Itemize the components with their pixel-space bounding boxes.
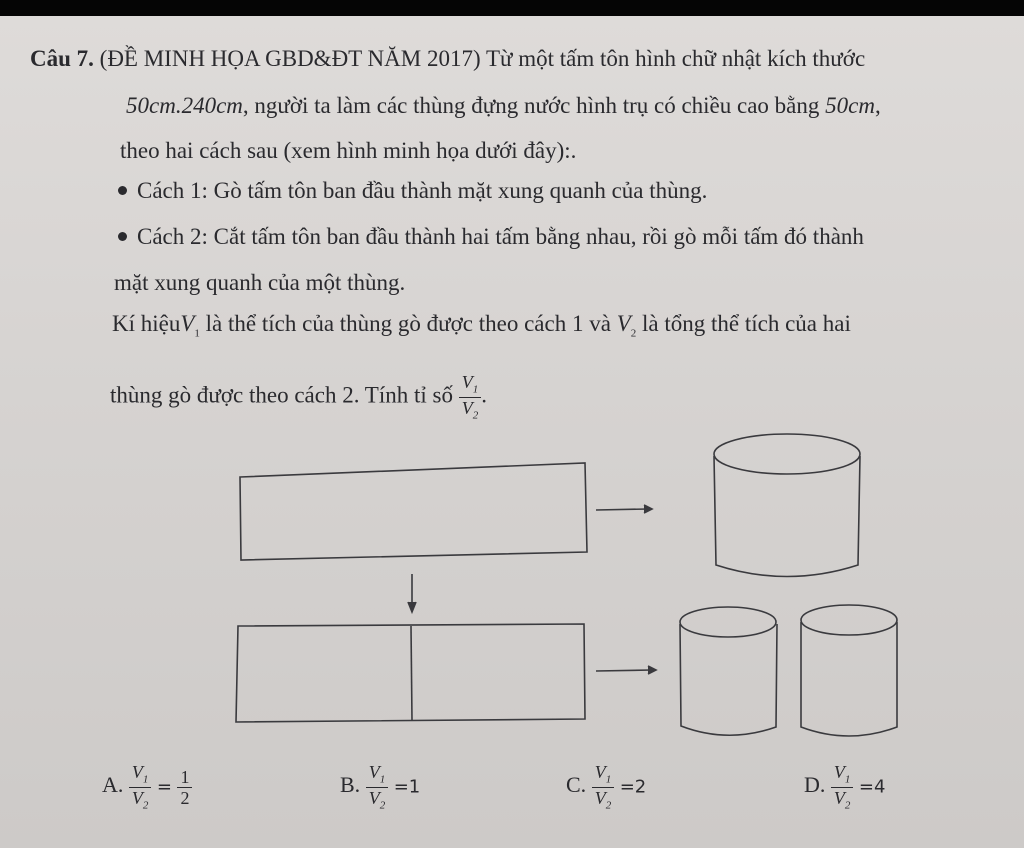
comma: ,	[874, 93, 881, 118]
method-2-text: Cách 2: Cắt tấm tôn ban đầu thành hai tấm bằng nhau, rồi gò mỗi tấm đó thành	[137, 224, 864, 249]
arrow-right-2	[596, 670, 652, 671]
notation-text-a: Kí hiệu	[112, 311, 181, 336]
question-label: Câu 7.	[30, 46, 94, 71]
option-a-letter: A.	[102, 772, 124, 798]
cut-line	[411, 626, 412, 720]
arrow-head-down	[408, 602, 416, 612]
notation-text-c: là tổng thể tích của hai	[642, 311, 851, 336]
option-a[interactable]: A. $\frac{V_1}{V_2}$ = $\frac{1}{2}$	[102, 762, 192, 812]
option-d-letter: D.	[804, 772, 826, 798]
cylinder-small-2-top	[801, 605, 897, 635]
option-c[interactable]: C. $\frac{V_1}{V_2}$ =2	[566, 762, 647, 812]
option-b-letter: B.	[340, 772, 361, 798]
option-b[interactable]: B. $\frac{V_1}{V_2}$ =1	[340, 762, 421, 812]
notation-text-b: là thể tích của thùng gò được theo cách 1 và	[205, 311, 611, 336]
symbol-v: V	[616, 311, 631, 336]
question-text-3: theo hai cách sau (xem hình minh họa dưới đây):.	[120, 138, 577, 163]
cylinder-large-top	[714, 434, 860, 474]
arrow-right-1	[596, 509, 648, 510]
option-c-value: 2	[634, 776, 647, 798]
method-1-text: Cách 1: Gò tấm tôn ban đầu thành mặt xung quanh của thùng.	[137, 178, 708, 203]
option-d[interactable]: D. $\frac{V_1}{V_2}$ =4	[804, 762, 886, 812]
cylinder-small-1-top	[680, 607, 776, 637]
sheet-dimensions: 50cm.240cm	[126, 93, 243, 118]
option-a-value: $\frac{1}{2}$	[177, 767, 192, 808]
question-text-2: , người ta làm các thùng đựng nước hình trụ có chiều cao bằng	[242, 93, 820, 118]
symbol-v: V	[180, 311, 195, 336]
arrow-head-1	[644, 505, 652, 513]
sheet-method-1	[240, 463, 587, 560]
question-text-1: Từ một tấm tôn hình chữ nhật kích thước	[485, 46, 866, 71]
cylinder-height: 50cm	[825, 93, 875, 118]
subscript-2: 2	[630, 327, 637, 340]
question-source: (ĐỀ MINH HỌA GBD&ĐT NĂM 2017)	[99, 46, 481, 71]
ratio-fraction: $\frac{V_1}{V_2}$	[459, 372, 482, 422]
cylinder-small-2-body	[801, 622, 897, 736]
option-c-letter: C.	[566, 772, 587, 798]
option-b-value: 1	[408, 776, 421, 798]
period: .	[481, 382, 487, 408]
cylinder-small-1-body	[680, 624, 777, 735]
arrow-head-2	[648, 666, 656, 674]
ratio-text: thùng gò được theo cách 2. Tính tỉ số	[110, 382, 453, 408]
method-2-text-cont: mặt xung quanh của một thùng.	[114, 270, 406, 295]
option-d-value: 4	[873, 776, 886, 798]
subscript-1: 1	[194, 327, 200, 340]
